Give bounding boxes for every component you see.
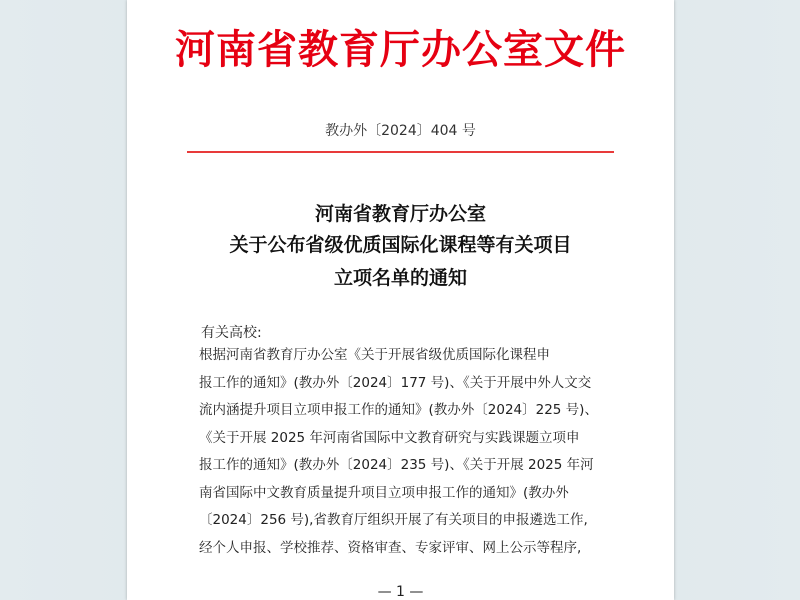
body-line: 流内涵提升项目立项申报工作的通知》(教办外〔2024〕225 号)、 (199, 402, 598, 418)
body-line: 根据河南省教育厅办公室《关于开展省级优质国际化课程申 (199, 347, 550, 363)
document-number: 教办外〔2024〕404 号 (325, 123, 476, 139)
document-page[interactable] (127, 0, 674, 600)
body-line: 《关于开展 2025 年河南省国际中文教育研究与实践课题立项申 (199, 429, 580, 446)
page-number: — 1 — (377, 584, 424, 600)
title-line-2: 关于公布省级优质国际化课程等有关项目 (229, 234, 572, 256)
body-line: 报工作的通知》(教办外〔2024〕235 号)、《关于开展 2025 年河 (199, 457, 594, 473)
body-line: 报工作的通知》(教办外〔2024〕177 号)、《关于开展中外人文交 (199, 374, 592, 391)
title-line-3: 立项名单的通知 (333, 267, 467, 289)
body-line: 〔2024〕256 号),省教育厅组织开展了有关项目的申报遴选工作, (199, 512, 588, 528)
body-paragraph (199, 342, 619, 562)
document-header: 河南省教育厅办公室文件 (175, 26, 626, 73)
body-line: 经个人申报、学校推荐、资格审查、专家评审、网上公示等程序, (199, 539, 582, 556)
salutation: 有关高校: (201, 325, 262, 341)
body-line: 南省国际中文教育质量提升项目立项申报工作的通知》(教办外 (199, 484, 569, 501)
title-line-1: 河南省教育厅办公室 (314, 203, 486, 225)
red-separator-line (187, 151, 614, 153)
